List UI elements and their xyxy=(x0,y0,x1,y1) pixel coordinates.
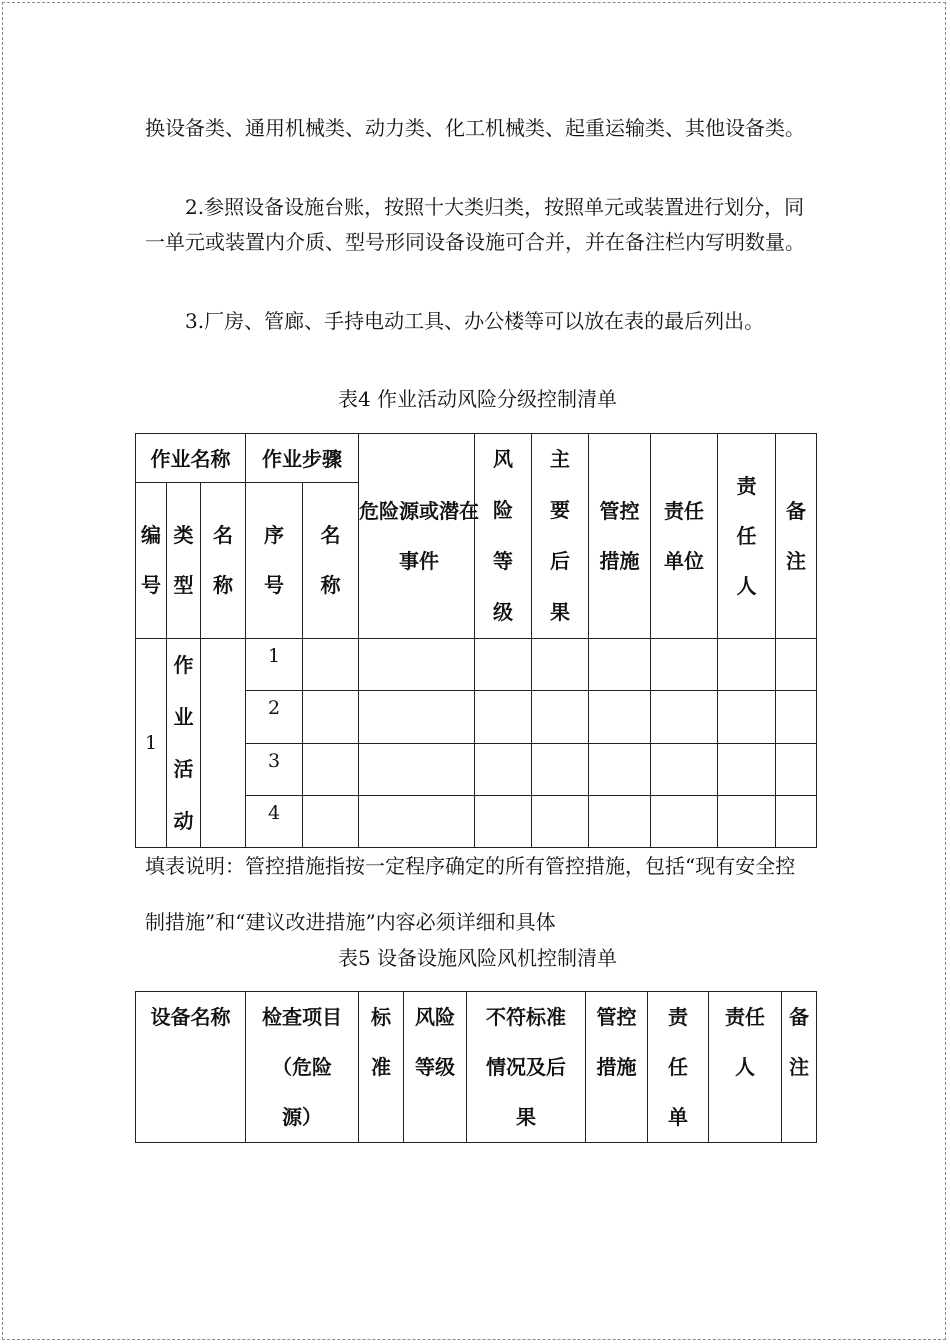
t5-header-risk-level: 风险等级 xyxy=(404,992,467,1143)
t5-header-person: 责任人 xyxy=(709,992,782,1143)
t4-sub-name: 名称 xyxy=(201,482,246,638)
t4-header-job-name: 作业名称 xyxy=(136,434,246,483)
t4-step-seq: 4 xyxy=(246,795,303,847)
t4-step-seq: 2 xyxy=(246,691,303,743)
t4-header-hazard: 危险源或潜在事件 xyxy=(359,434,475,639)
t4-header-control: 管控措施 xyxy=(589,434,651,639)
paragraph-1: 换设备类、通用机械类、动力类、化工机械类、起重运输类、其他设备类。 xyxy=(145,116,805,140)
t4-header-remark: 备注 xyxy=(776,434,817,639)
t4-header-risk-level: 风险等级 xyxy=(475,434,532,639)
t4-sub-type: 类型 xyxy=(167,482,201,638)
t4-sub-seq: 序号 xyxy=(246,482,303,638)
t4-row-name xyxy=(201,639,246,848)
t4-header-consequence: 主要后果 xyxy=(532,434,589,639)
paragraph-3: 3.厂房、管廊、手持电动工具、办公楼等可以放在表的最后列出。 xyxy=(185,309,765,333)
t4-row-type: 作业活动 xyxy=(167,639,201,848)
t4-sub-step-name: 名称 xyxy=(303,482,359,638)
t5-header-nonconformity: 不符标准情况及后果 xyxy=(467,992,586,1143)
t4-header-person: 责任人 xyxy=(718,434,776,639)
t5-header-unit: 责任单 xyxy=(648,992,709,1143)
t5-header-standard: 标准 xyxy=(359,992,404,1143)
table5 xyxy=(135,991,817,1143)
t5-header-equipment: 设备名称 xyxy=(136,992,246,1143)
table4 xyxy=(135,433,817,848)
t4-step-seq: 1 xyxy=(246,639,303,691)
table-row xyxy=(136,639,817,691)
paragraph-2: 2.参照设备设施台账，按照十大类归类，按照单元或装置进行划分，同一单元或装置内介质、型号形同设备设施可合并，并在备注栏内写明数量。 xyxy=(145,195,805,254)
t5-header-control: 管控措施 xyxy=(586,992,648,1143)
t4-step-seq: 3 xyxy=(246,743,303,795)
t5-header-check-item: 检查项目（危险源） xyxy=(246,992,359,1143)
t5-header-remark: 备注 xyxy=(782,992,817,1143)
table4-note: 填表说明：管控措施指按一定程序确定的所有管控措施，包括“现有安全控制措施”和“建议改进措施”内容必须详细和具体 xyxy=(145,854,796,934)
t4-header-unit: 责任单位 xyxy=(651,434,718,639)
table4-caption: 表4 作业活动风险分级控制清单 xyxy=(337,387,618,411)
table5-caption: 表5 设备设施风险风机控制清单 xyxy=(337,946,618,970)
t4-sub-no: 编号 xyxy=(136,482,167,638)
t4-header-job-steps: 作业步骤 xyxy=(246,434,359,483)
t4-row-no: 1 xyxy=(136,639,167,848)
